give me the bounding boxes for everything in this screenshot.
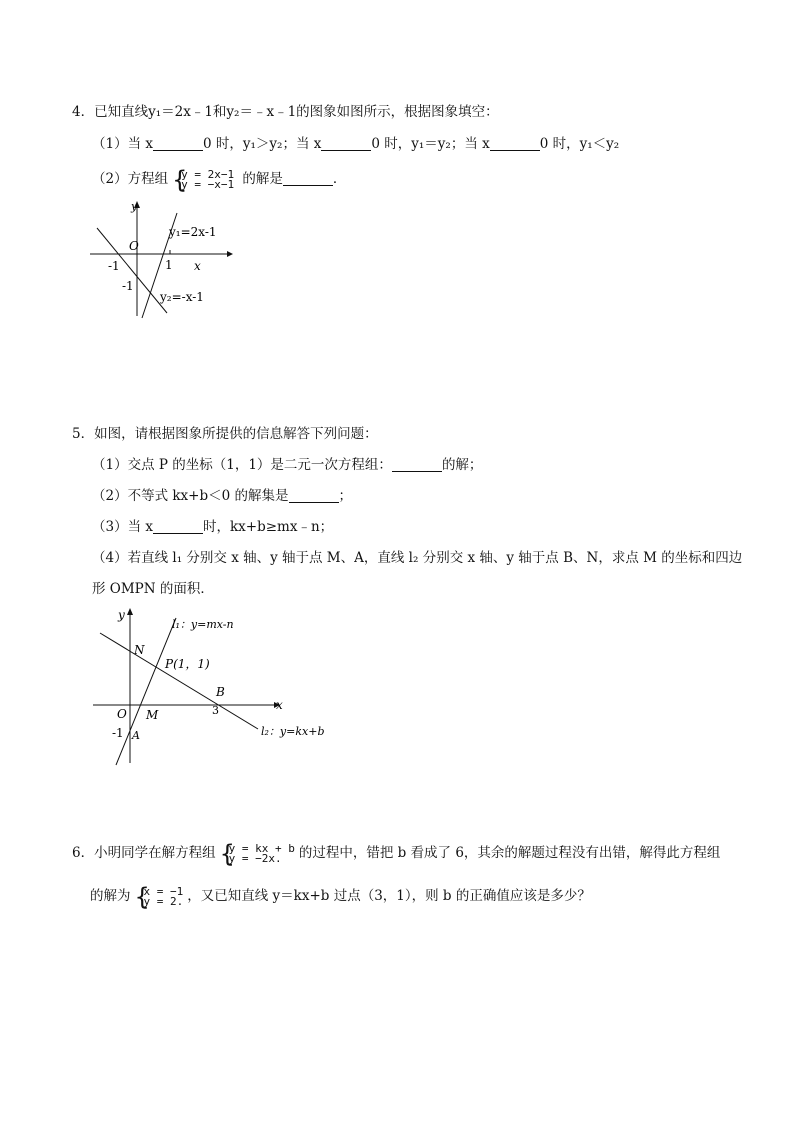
q4-blank-3[interactable]	[490, 136, 540, 151]
q6-line1	[72, 839, 721, 868]
q4-x-axis-arrow	[227, 251, 233, 257]
q6-line2	[90, 882, 591, 911]
q4-part2-text-a: （2）方程组	[92, 171, 169, 187]
q4-tick-neg1-y: -1	[122, 279, 134, 293]
q5-l1-label: l₁：y=mx-n	[172, 618, 234, 631]
q4-part2-text-b: 的解是	[242, 171, 283, 187]
q5-point-n: N	[134, 643, 145, 657]
q5-part2	[92, 486, 352, 506]
q5-blank-1[interactable]	[392, 457, 442, 472]
q4-part1-text-c: 0 时，y₁＝y₂；当 x	[371, 136, 490, 152]
q5-blank-2[interactable]	[289, 488, 339, 503]
q6-system1-eq2: y = −2x.	[228, 851, 282, 865]
q6-system2-eq2: y = 2.	[143, 894, 184, 908]
q5-point-a: A	[132, 729, 140, 742]
q4-blank-2[interactable]	[321, 136, 371, 151]
q4-part2	[92, 165, 347, 194]
q5-part1	[92, 455, 482, 475]
q6-line1-text-a: 6．小明同学在解方程组	[72, 845, 216, 861]
q4-equation-1: y = 2x−1	[181, 167, 235, 181]
q5-tick-3: 3	[212, 704, 219, 717]
q4-graph	[85, 198, 235, 323]
q4-stem: 4．已知直线y₁＝2x﹣1和y₂＝﹣x﹣1的图象如图所示，根据图象填空：	[72, 104, 499, 120]
q4-part1-text-d: 0 时，y₁＜y₂	[539, 136, 620, 152]
q6-line2-text-a: 的解为	[90, 888, 131, 904]
q6-line1-text-b: 的过程中，错把 b 看成了 6，其余的解题过程没有出错，解得此方程组	[298, 845, 721, 861]
q4-x-label: x	[194, 259, 201, 273]
q5-part4-line2: 形 OMPN 的面积．	[92, 581, 214, 597]
q4-blank-1[interactable]	[153, 136, 203, 151]
q6-system2-eq1: x = −1	[143, 884, 184, 898]
q6-equation-system-2: { x = −1 y = 2.	[134, 882, 184, 911]
q5-y-label: y	[118, 608, 125, 622]
q5-part2-text-b: ；	[338, 488, 353, 504]
q5-part3-text-b: 时，kx+b≥mx﹣n；	[203, 519, 334, 535]
q5-point-b: B	[216, 685, 225, 699]
q4-blank-4[interactable]	[283, 171, 333, 186]
q4-part1-text-b: 0 时，y₁＞y₂；当 x	[203, 136, 322, 152]
q5-part4-line1: （4）若直线 l₁ 分别交 x 轴、y 轴于点 M、A，直线 l₂ 分别交 x 轴、y 轴于点 B、N，求点 M 的坐标和四边	[92, 550, 743, 566]
q5-part3-text-a: （3）当 x	[92, 519, 153, 535]
q5-part1-text-a: （1）交点 P 的坐标（1，1）是二元一次方程组：	[92, 457, 392, 473]
q5-line-l1	[116, 618, 176, 765]
q5-part1-text-b: 的解；	[441, 457, 483, 473]
q4-equation-2: y = −x−1	[181, 177, 235, 191]
q4-part1	[92, 134, 619, 154]
q4-equation-system: { y = 2x−1 y = −x−1	[172, 165, 235, 194]
q5-tick-neg1: -1	[112, 726, 124, 740]
q6-equation-system-1: { y = kx + b y = −2x.	[219, 839, 295, 868]
q6-line2-text-b: ，又已知直线 y＝kx+b 过点（3，1），则 b 的正确值应该是多少？	[187, 888, 591, 904]
q5-stem: 5．如图，请根据图象所提供的信息解答下列问题：	[72, 426, 378, 442]
q4-tick-1-x: 1	[165, 258, 173, 272]
q4-part1-text-a: （1）当 x	[92, 136, 153, 152]
q5-part3	[92, 517, 333, 537]
q4-y-label: y	[131, 200, 138, 213]
q5-origin-label: O	[117, 707, 127, 721]
q5-graph	[88, 603, 338, 768]
q5-blank-3[interactable]	[153, 519, 203, 534]
q5-point-p: P(1，1)	[165, 657, 210, 671]
q4-tick-neg1-x: -1	[108, 259, 120, 273]
q4-origin-label: O	[129, 239, 139, 253]
q4-part2-text-c: ．	[332, 171, 347, 187]
q5-x-label: x	[276, 698, 283, 712]
q5-l2-label: l₂：y=kx+b	[261, 725, 325, 738]
q6-system1-eq1: y = kx + b	[228, 841, 295, 855]
q4-line2-label: y₂=-x-1	[160, 290, 204, 304]
q5-y-axis-arrow	[127, 608, 133, 615]
q5-part2-text-a: （2）不等式 kx+b＜0 的解集是	[92, 488, 289, 504]
q5-point-m: M	[146, 708, 159, 722]
q4-line1-label: y₁=2x-1	[169, 225, 217, 239]
